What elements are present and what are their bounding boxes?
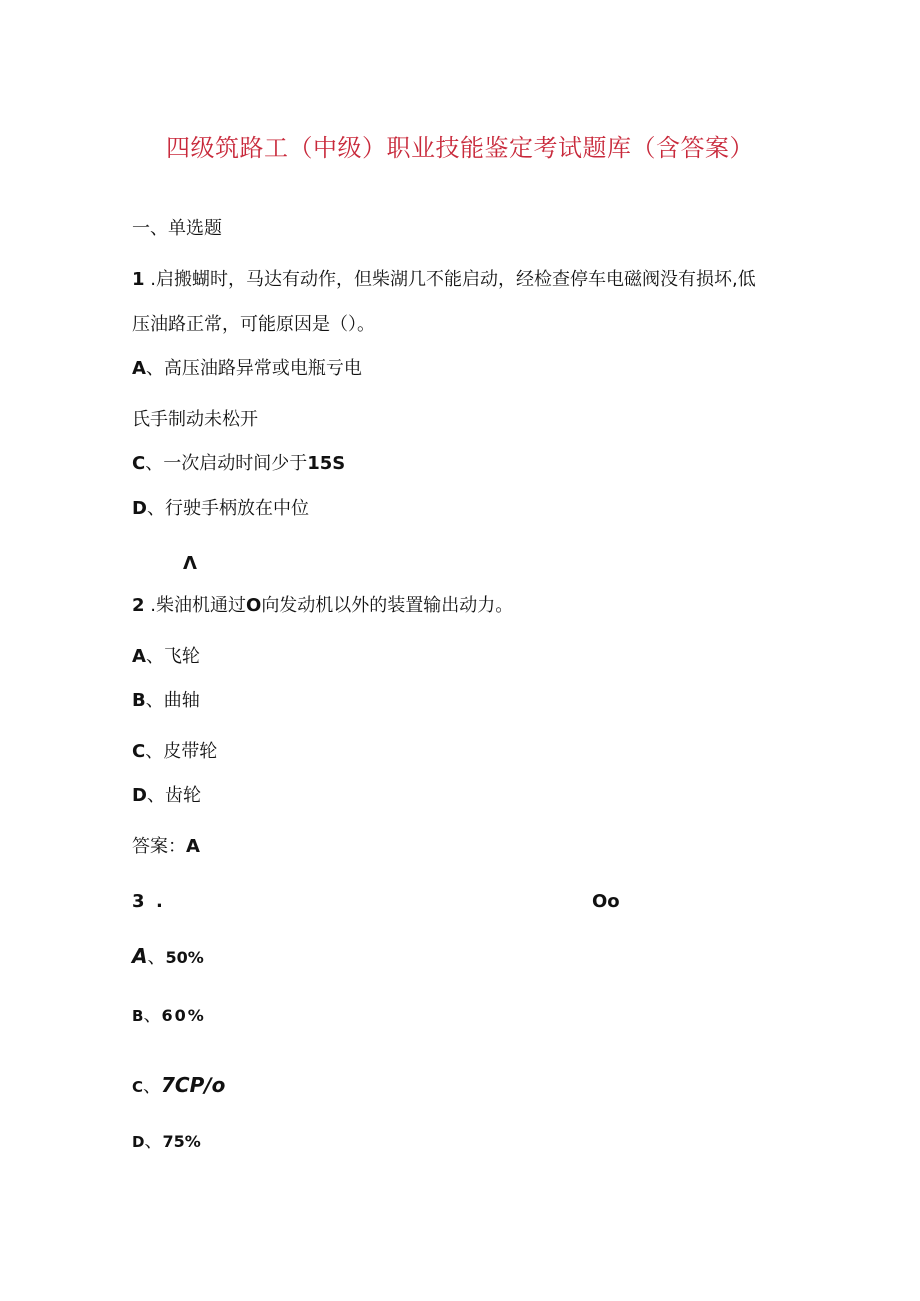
option-b-text: 、曲轴 — [145, 690, 200, 711]
option-c-text: 、皮带轮 — [145, 741, 218, 762]
option-b-value: 60% — [161, 1006, 206, 1025]
question-2-option-a — [132, 645, 200, 669]
question-1-option-c — [132, 452, 345, 476]
option-d-label: D — [132, 1133, 145, 1151]
question-2-answer — [132, 835, 200, 859]
option-a-text: 、高压油路异常或电瓶亏电 — [145, 358, 362, 379]
option-c-value: 15S — [307, 453, 346, 474]
question-3-option-a — [132, 944, 204, 970]
option-a-value: 50% — [165, 948, 204, 967]
question-2-line — [132, 594, 513, 618]
question-3-number: 3 — [132, 891, 145, 912]
answer-value: A — [186, 836, 200, 857]
question-1-line-1 — [132, 268, 756, 292]
question-1-text: .启搬蝴时，马达有动作，但柴湖几不能启动，经检查停车电磁阀没有损坏,低 — [150, 269, 756, 290]
option-c-label: C — [132, 1078, 144, 1096]
option-b-sep: 、 — [143, 1005, 162, 1026]
option-a-label: A — [132, 358, 146, 379]
option-a-sep: 、 — [147, 947, 166, 968]
question-2-blank: O — [246, 595, 262, 616]
document-title: 四级筑路工（中级）职业技能鉴定考试题库（含答案） — [166, 134, 754, 162]
section-heading: 一、单选题 — [132, 218, 222, 239]
option-a-text: 、飞轮 — [145, 646, 200, 667]
option-b-label: B — [132, 1007, 144, 1025]
question-2-text-before: .柴油机通过 — [150, 595, 246, 616]
option-a-label: A — [132, 944, 148, 968]
question-1-option-d — [132, 497, 309, 521]
question-3-option-d — [132, 1130, 201, 1154]
option-b-label: B — [132, 690, 146, 711]
question-1-line-2: 压油路正常，可能原因是（）。 — [132, 314, 375, 335]
option-c-text: 、一次启动时间少于 — [145, 453, 308, 474]
question-1-answer-mark: Λ — [183, 553, 197, 574]
question-2-text-after: 向发动机以外的装置输出动力。 — [261, 595, 514, 616]
option-c-label: C — [132, 741, 146, 762]
option-d-label: D — [132, 498, 147, 519]
question-3-tail: Oo — [592, 891, 620, 912]
question-1-option-a — [132, 357, 362, 381]
option-d-value: 75% — [162, 1132, 201, 1151]
question-2-option-c — [132, 740, 217, 764]
option-d-sep: 、 — [144, 1131, 163, 1152]
question-2-option-b — [132, 689, 200, 713]
answer-label: 答案： — [132, 836, 186, 857]
option-a-label: A — [132, 646, 146, 667]
question-2-number: 2 — [132, 595, 145, 616]
option-d-text: 、齿轮 — [146, 785, 201, 806]
question-3-dot: . — [156, 891, 163, 912]
option-c-sep: 、 — [143, 1076, 162, 1097]
question-3-option-b — [132, 1004, 206, 1028]
question-1-number: 1 — [132, 269, 145, 290]
question-2-option-d — [132, 784, 201, 808]
option-d-text: 、行驶手柄放在中位 — [146, 498, 309, 519]
question-3-option-c — [132, 1073, 225, 1099]
option-c-label: C — [132, 453, 146, 474]
option-c-value: 7CP∕o — [161, 1073, 226, 1097]
option-d-label: D — [132, 785, 147, 806]
question-1-option-b: 氏手制动未松开 — [132, 409, 258, 430]
